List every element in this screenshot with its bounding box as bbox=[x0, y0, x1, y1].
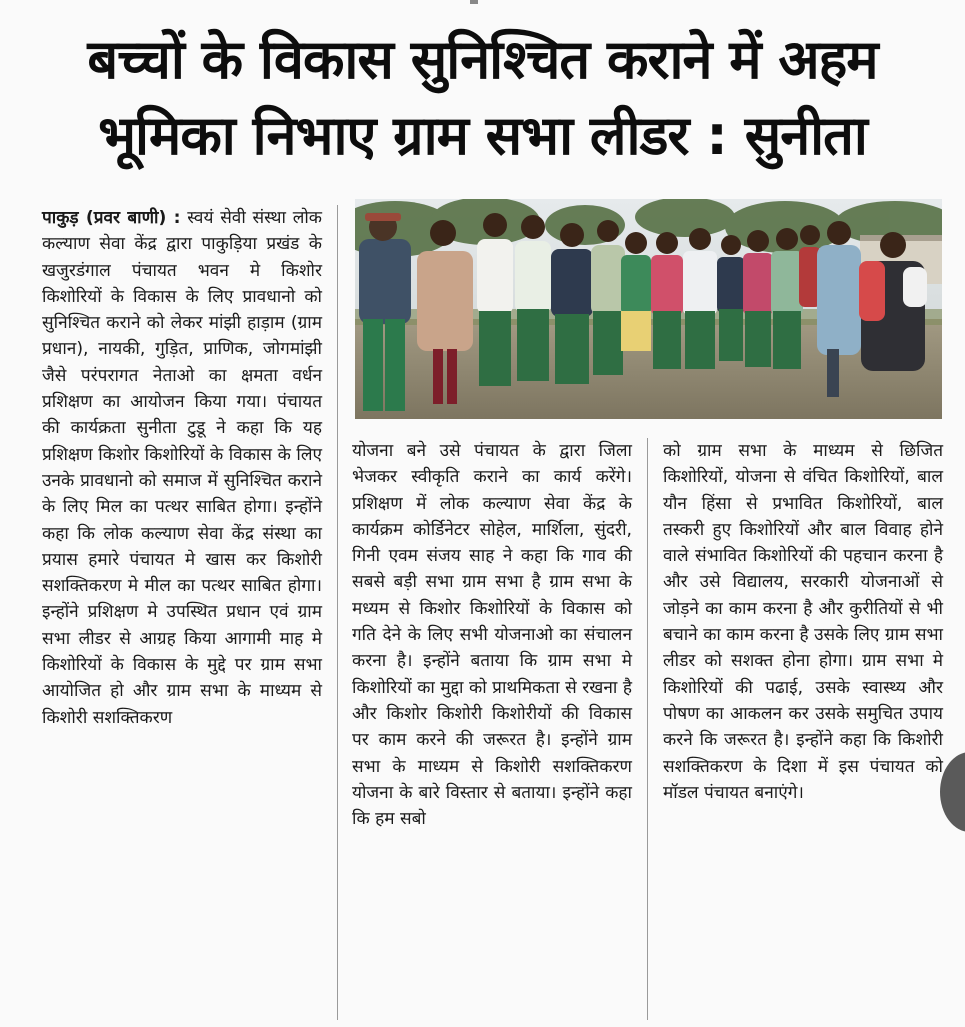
headline-line-2: भूमिका निभाए ग्राम सभा लीडर : सुनीता bbox=[98, 104, 867, 167]
group-photo-illustration bbox=[355, 199, 942, 419]
edge-overlay-button[interactable] bbox=[940, 752, 965, 832]
column-divider-1 bbox=[337, 205, 338, 1020]
page-top-mark bbox=[470, 0, 478, 4]
column-divider-2 bbox=[647, 438, 648, 1020]
article-column-3 bbox=[663, 438, 943, 806]
article-column-1 bbox=[42, 205, 322, 731]
news-photo bbox=[355, 199, 942, 419]
headline bbox=[20, 22, 945, 174]
article-column-2 bbox=[352, 438, 632, 832]
article-column-1-text: स्वयं सेवी संस्था लोक कल्याण सेवा केंद्र द्वारा पाकुड़िया प्रखंड के खजुरडंगाल पंचायत भवन मे किशोर किशोरियों के विकास के लिए प्रावधानो को सुनिश्चित कराने को लेकर मांझी हाड़ाम (ग्राम प्रधान), नायकी, गुड़ित, प्राणिक, जोगमांझी जैसे परंपरागत नेताओ का क्षमता वर्धन प्रशिक्षण का आयोजन किया गया। पंचायत की कार्यक्रता सुनीता टुडू ने कहा कि यह प्रशिक्षण किशोर किशोरियों के विकास के लिए उनके प्रावधानो को समाज में सुनिश्चित कराने के लिए मिल का पत्थर साबित होगा। इन्होंने कहा कि लोक कल्याण सेवा केंद्र संस्था का प्रयास हमारे पंचायत मे खास कर किशोरी सशक्तिकरण मे मील का पत्थर साबित होगा। इन्होंने प्रशिक्षण मे उपस्थित प्रधान एवं ग्राम सभा लीडर से आग्रह किया आगामी माह मे किशोरियों के विकास के मुद्दे पर ग्राम सभा आयोजित हो और ग्राम सभा के माध्यम से किशोरी सशक्तिकरण bbox=[42, 208, 322, 728]
article-paragraph-1 bbox=[42, 205, 322, 731]
article-column-3-text: को ग्राम सभा के माध्यम से छिजित किशोरियों, योजना से वंचित किशोरियों, बाल यौन हिंसा से प्रभावित किशोरियों, बाल तस्करी हुए किशोरियों और बाल विवाह होने वाले संभावित किशोरियों की पहचान करना है और उसे विद्यालय, सरकारी योजनाओं से जोड़ने का काम करना है और कुरीतियों से भी बचाने का काम करना है उसके लिए ग्राम सभा लीडर को सशक्त होना होगा। ग्राम सभा मे किशोरियों की पढाई, उसके स्वास्थ्य और पोषण का आकलन कर उसके समुचित उपाय करने कि जरूरत है। इन्होंने कहा कि किशोरी सशक्तिकरण के दिशा में इस पंचायत को मॉडल पंचायत बनाएंगे। bbox=[663, 441, 943, 803]
article-column-2-text: योजना बने उसे पंचायत के द्वारा जिला भेजकर स्वीकृति कराने का कार्य करेंगे। प्रशिक्षण में लोक कल्याण सेवा केंद्र के कार्यक्रम कोर्डिनेटर सोहेल, मार्शिला, सुंदरी, गिनी एवम संजय साह ने कहा कि गाव की सबसे बड़ी सभा ग्राम सभा है ग्राम सभा के मध्यम से किशोर किशोरियों के विकास को गति देने के लिए सभी योजनाओ का संचालन करना है। इन्होंने बताया कि ग्राम सभा मे किशोरियों का मुद्दा को प्राथमिकता से रखना है और किशोर किशोरी किशोरीयों की विकास पर काम करने की जरूरत है। इन्होंने ग्राम सभा के माध्यम से किशोरी सशक्तिकरण योजना के बारे विस्तार से बताया। इन्होंने कहा कि हम सबो bbox=[352, 441, 632, 830]
article-dateline: पाकुड़ (प्रवर बाणी) : bbox=[42, 208, 181, 228]
headline-line-1: बच्चों के विकास सुनिश्चित कराने में अहम bbox=[87, 28, 878, 91]
